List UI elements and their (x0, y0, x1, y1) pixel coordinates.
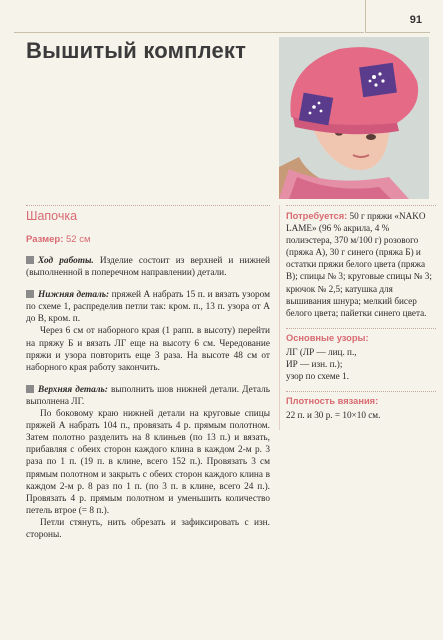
paragraph-finish: Петли стянуть, нить обрезать и зафиксировать с изн. стороны. (26, 517, 270, 540)
paragraph-lower-part (26, 289, 270, 325)
materials-text (286, 210, 436, 319)
bullet-square-icon (26, 256, 34, 264)
text-lower-part: пряжей А набрать 15 п. и вязать узором по схеме 1, распределив петли так: кром. п., 13 п. узора от А до В, кром. п. (26, 290, 270, 325)
density-text: 22 п. и 30 р. = 10×10 см. (286, 410, 381, 421)
right-column (279, 205, 436, 430)
hat-photo (279, 37, 429, 199)
density-heading: Плотность вязания: (286, 396, 379, 407)
pattern-line-1: ЛГ (ЛР — лиц. п., (286, 346, 357, 357)
text-upper-part: выполнить шов нижней детали. Деталь выполнена ЛГ. (26, 384, 270, 407)
lead-upper-part: Верхняя деталь: (38, 384, 108, 395)
lead-lower-part: Нижняя деталь: (38, 290, 110, 301)
size-label: Размер: (26, 234, 64, 245)
left-column (26, 205, 270, 541)
pattern-line-2: ИР — изн. п.); (286, 358, 343, 369)
hat-photo-illustration (279, 37, 429, 199)
section-rule (26, 205, 270, 206)
size-line (26, 234, 270, 245)
paragraph-upper-part (26, 384, 270, 408)
materials-heading: Потребуется: (286, 211, 348, 221)
paragraph-work (26, 255, 270, 279)
density-block (286, 392, 436, 430)
header-rule (14, 0, 364, 33)
patterns-block (286, 329, 436, 391)
size-value: 52 см (66, 234, 91, 245)
lead-work: Ход работы. (38, 256, 94, 266)
pattern-line-3: узор по схеме 1. (286, 371, 349, 382)
materials-block (286, 206, 436, 328)
paragraph-upper-continue: По боковому краю нижней детали на круговые спицы пряжей А набрать 104 п., провязать 4 р. прямым полотном. Затем полотно разделить на 8 клиньев (по 13 п.) и вязать, прибавляя с обеих сторон каждого клина в каждом 2-м р. 3 раза по 1 п. (19 п. в клине, всего 152 п.). Провязать 3 см прямым полотном и закрыть с обеих сторон каждого клина в каждом 2-м р. 8 раз по 1 п. (по 3 п. в клине, всего 24 п.). Провязать 4 р. прямым полотном и уменьшить количество петель втрое (= 8 п.). (26, 409, 270, 516)
bullet-square-icon (26, 290, 34, 298)
bullet-square-icon (26, 385, 34, 393)
materials-body: 50 г пряжи «NAKO LAME» (96 % акрила, 4 % полиэстера, 370 м/100 г) розового (пряжа А), 30 г синего (пряжа Б) и остатки пряжи белого цвета (пряжа В); спицы № 3; круговые спицы № 3; крючок № 2,5; катушка для вышивания шнура; мелкий бисер белого цвета; пайетки синего цвета. (286, 211, 432, 318)
page-number: 91 (409, 14, 422, 26)
page-number-box (365, 0, 430, 33)
paragraph-lower-continue: Через 6 см от наборного края (1 рапп. в высоту) перейти на пряжу Б и вязать ЛГ еще на высоту 6 см. Чередование пряжи и узора повторить еще 3 раза. На высоте 48 см от наборного края работу закончить. (26, 326, 270, 373)
text-work: Изделие состоит из верхней и нижней (выполненной в поперечном направлении) детали. (26, 256, 270, 279)
patterns-heading: Основные узоры: (286, 332, 369, 343)
section-title: Шапочка (26, 209, 78, 223)
page-title: Вышитый комплект (26, 38, 247, 63)
